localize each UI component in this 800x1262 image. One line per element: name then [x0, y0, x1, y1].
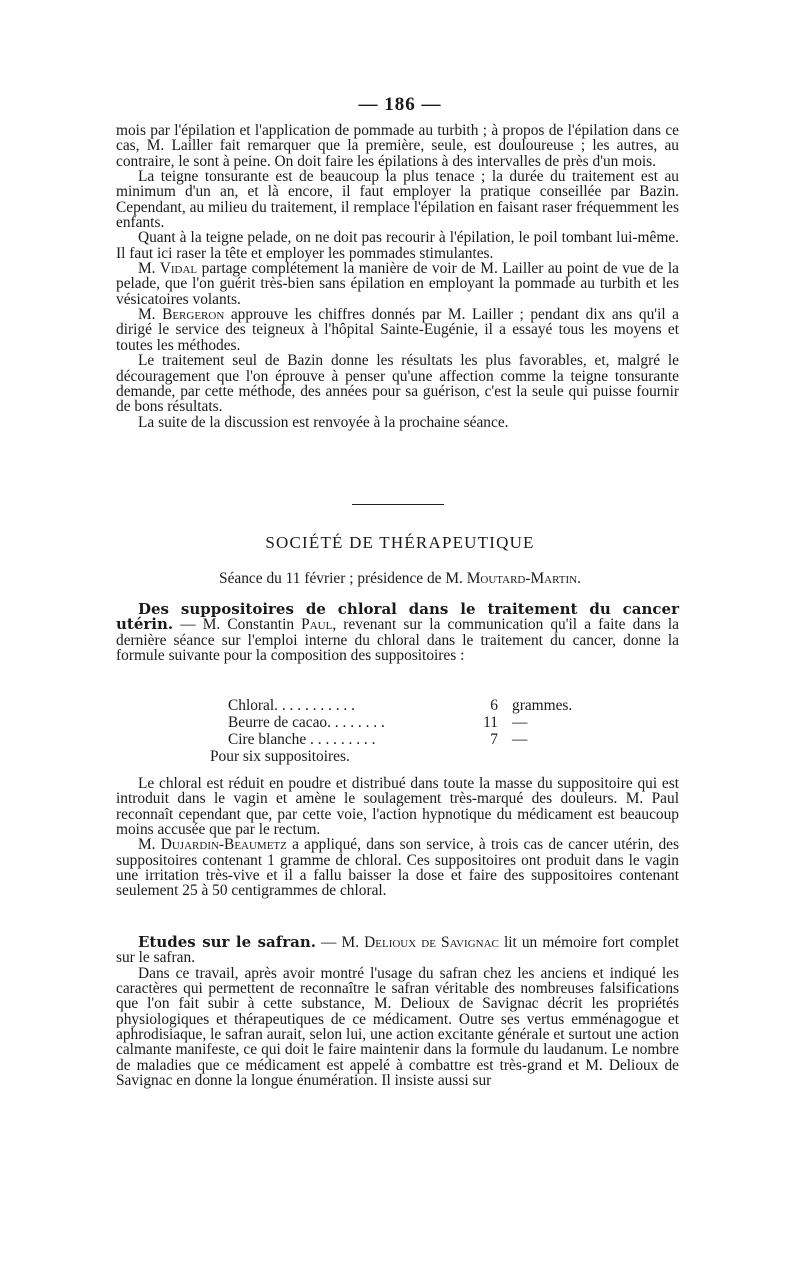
paragraph: Le chloral est réduit en poudre et distribué dans toute la masse du suppositoire qui est introduit dans le vagin et amène le soulagement très-marqué des douleurs. M. Paul reconnaît cependant que, par cette voie, l'action hypnotique du médicament est beaucoup moins accusée que par le rectum.: [116, 775, 679, 839]
seance-line: [0, 570, 800, 588]
formula-footer-text: Pour six suppositoires.: [210, 748, 350, 765]
ingredient-unit: —: [512, 731, 528, 748]
chloral-section: [116, 602, 679, 663]
page-number: — 186 —: [358, 94, 442, 115]
paragraph-dujardin: [116, 837, 679, 898]
paragraph-text: a appliqué, dans son service, à trois cas de cancer utérin, des suppositoires contenant 1 gramme de chloral. Ces suppositoires ont produit dans le vagin une irritation très-vive et il a fallu baisser la dose et faire des suppositoires contenant seulement 25 à 50 centigrammes de chloral.: [116, 836, 679, 900]
president-name: Moutard-Martin.: [466, 570, 581, 587]
speaker-name: M. Bergeron: [138, 306, 225, 324]
speaker-name: M. Vidal: [138, 260, 198, 278]
lead-text: — M. Constantin: [173, 616, 302, 634]
paragraph-vidal: [116, 261, 679, 307]
formula-row: [210, 731, 572, 748]
seance-prefix: Séance du 11 février ; présidence de M.: [219, 570, 467, 587]
formula-table: [210, 697, 572, 765]
article-title: Des suppositoires de chloral dans le traitement du cancer utérin.: [116, 600, 679, 634]
speaker-name: M. Dujardin-Beaumetz: [138, 836, 287, 854]
formula-row: [210, 697, 572, 714]
paragraph: mois par l'épilation et l'application de pommade au turbith ; à propos de l'épilation dans ce cas, M. Lailler fait remarquer que la première, seule, est douloureuse ; les autres, au contraire, le sont à peine. On doit faire les épilations à des intervalles de près d'un mois.: [116, 122, 679, 170]
paragraph: Dans ce travail, après avoir montré l'usage du safran chez les anciens et indiqué les caractères qui permettent de reconnaître le safran véritable des nombreuses falsifications que l'on fait subir à cette substance, M. Delioux de Savignac décrit les propriétés physiologiques et thérapeutiques de ce médicament. Outre ses vertus emménagogue et aphrodisiaque, le safran aurait, selon lui, une action excitante générale et surtout une action calmante manifeste, ce qui doit le faire maintenir dans la formule du laudanum. Le nombre de maladies que ce médicament est appelé à combattre est très-grand et M. Delioux de Savignac en donne la longue énumération. Il insiste aussi sur: [116, 964, 679, 1090]
ingredient-unit: grammes.: [512, 697, 573, 714]
ingredient-name: Cire blanche . . . . . . . . .: [228, 731, 376, 748]
paragraph: La teigne tonsurante est de beaucoup la plus tenace ; la durée du traitement est au minimum d'un an, et là encore, il faut employer la pratique conseillée par Bazin. Cependant, au milieu du traitement, il remplace l'épilation en faisant raser fréquemment les enfants.: [116, 168, 679, 232]
paragraph-text: partage complétement la manière de voir de M. Lailler au point de vue de la pelade, que l'on guérit très-bien sans épilation en employant la pommade au turbith et les vésicatoires volants.: [116, 260, 679, 308]
paragraph: La suite de la discussion est renvoyée à la prochaine séance.: [138, 413, 509, 431]
paragraph-bergeron: [116, 307, 679, 353]
lead-text: — M.: [315, 934, 365, 951]
paragraph-text: approuve les chiffres donnés par M. Lailler ; pendant dix ans qu'il a dirigé le service des teigneux à l'hôpital Sainte-Eugénie, il a essayé tous les moyens et toutes les méthodes.: [116, 306, 679, 354]
ingredient-name: Beurre de cacao. . . . . . . .: [228, 714, 385, 731]
paragraph-text: , revenant sur la communication qu'il a faite dans la dernière séance sur l'emploi interne du chloral dans le traitement du cancer, donne la formule suivante pour la composition des suppositoires :: [116, 616, 679, 665]
formula-footer: [210, 748, 572, 765]
chloral-paragraph: [116, 602, 679, 663]
discussion-section: [116, 123, 679, 430]
ingredient-quantity: 11: [483, 714, 498, 731]
paragraph-text: lit un mémoire fort complet sur le safran.: [116, 934, 679, 967]
speaker-name: Delioux de Savignac: [364, 934, 499, 951]
ingredient-name: Chloral. . . . . . . . . . .: [228, 697, 355, 714]
chloral-results-section: [116, 776, 679, 899]
ingredient-unit: —: [512, 714, 528, 731]
safran-paragraph: [116, 935, 679, 966]
paragraph: Le traitement seul de Bazin donne les résultats les plus favorables, et, malgré le découragement que l'on éprouve à penser qu'une affection comme la teigne tonsurante demande, par cette méthode, des années pour sa guérison, c'est la seule qui puisse fournir de bons résultats.: [116, 352, 679, 416]
society-heading: SOCIÉTÉ DE THÉRAPEUTIQUE: [265, 533, 535, 552]
speaker-name: Paul: [301, 616, 333, 634]
formula-row: [210, 714, 572, 731]
section-divider: [352, 504, 444, 505]
safran-section: [116, 935, 679, 1088]
paragraph: Quant à la teigne pelade, on ne doit pas recourir à l'épilation, le poil tombant lui-même. Il faut ici raser la tête et employer les pommades stimulantes.: [116, 229, 679, 262]
ingredient-quantity: 7: [490, 731, 498, 748]
article-title: Etudes sur le safran.: [138, 933, 316, 951]
ingredient-quantity: 6: [490, 697, 498, 714]
